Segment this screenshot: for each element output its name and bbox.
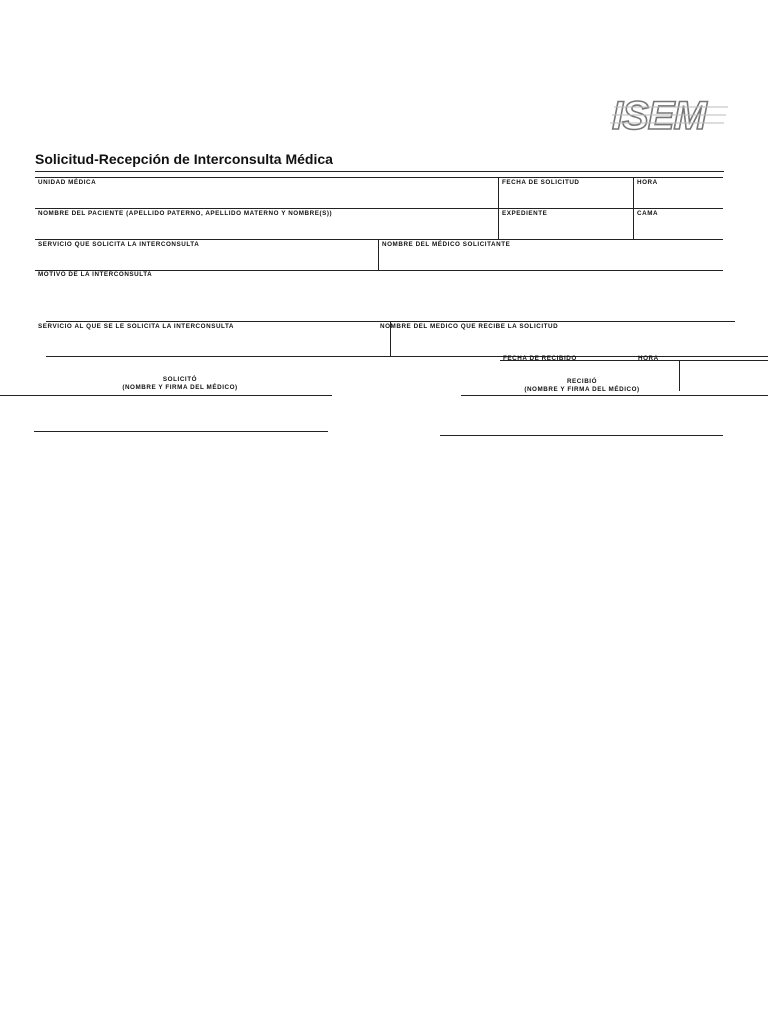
medico-solicitante-label: NOMBRE DEL MÉDICO SOLICITANTE [382, 241, 511, 248]
nombre-paciente-label: NOMBRE DEL PACIENTE (APELLIDO PATERNO, APELLIDO MATERNO Y NOMBRE(S)) [38, 210, 333, 217]
expediente-label: EXPEDIENTE [502, 210, 548, 217]
hora-label: HORA [637, 179, 658, 186]
servicio-solicita-field[interactable] [36, 251, 376, 268]
servicio-solicita-label: SERVICIO QUE SOLICITA LA INTERCONSULTA [38, 241, 200, 248]
recibio-subtitle: (NOMBRE Y FIRMA DEL MÉDICO) [524, 385, 640, 393]
motivo-label: MOTIVO DE LA INTERCONSULTA [38, 271, 153, 278]
row2-top-line [35, 208, 723, 209]
cama-field[interactable] [635, 220, 721, 238]
recibio-top-line [461, 395, 768, 396]
cama-label: CAMA [637, 210, 659, 217]
hora-recibido-field[interactable] [681, 362, 767, 388]
fecha-solicitud-label: FECHA DE SOLICITUD [502, 179, 580, 186]
recibio-signature-line [440, 435, 723, 436]
recibio-block [502, 378, 662, 394]
unidad-medica-field[interactable] [36, 189, 496, 207]
servicio-al-que-label: SERVICIO AL QUE SE LE SOLICITA LA INTERCONSULTA [38, 323, 234, 330]
unidad-medica-label: UNIDAD MÉDICA [38, 179, 97, 186]
medico-recibe-field[interactable] [392, 333, 734, 353]
solicito-signature-line [34, 431, 328, 432]
solicito-title: SOLICITÓ [162, 376, 198, 383]
row3-divider [378, 239, 379, 270]
row1-top-line [35, 177, 723, 178]
logo-text: ISEM [612, 94, 706, 135]
hora-field[interactable] [635, 189, 721, 207]
recibio-signature-field[interactable] [440, 410, 723, 434]
servicio-al-que-field[interactable] [46, 333, 388, 353]
recibido-divider [679, 360, 680, 391]
hora-recibido-label: HORA [638, 355, 659, 362]
recibido-strike-line [500, 360, 768, 361]
isem-logo [610, 93, 730, 135]
fecha-solicitud-field[interactable] [500, 189, 630, 207]
motivo-field[interactable] [36, 282, 722, 318]
form-title: Solicitud-Recepción de Interconsulta Médica [35, 151, 333, 167]
recibio-title: RECIBIÓ [566, 378, 598, 385]
nombre-paciente-field[interactable] [36, 220, 496, 238]
medico-recibe-label: NOMBRE DEL MEDICO QUE RECIBE LA SOLICITUD [380, 323, 559, 330]
solicito-block [100, 376, 260, 392]
expediente-field[interactable] [500, 220, 630, 238]
solicito-signature-field[interactable] [34, 406, 328, 430]
solicito-subtitle: (NOMBRE Y FIRMA DEL MÉDICO) [122, 383, 238, 391]
row3-top-line [35, 239, 723, 240]
medico-solicitante-field[interactable] [380, 251, 720, 268]
row5-bottom-line [46, 356, 768, 357]
title-underline [35, 171, 724, 172]
solicito-top-line [0, 395, 332, 396]
fecha-recibido-label: FECHA DE RECIBIDO [503, 355, 577, 362]
